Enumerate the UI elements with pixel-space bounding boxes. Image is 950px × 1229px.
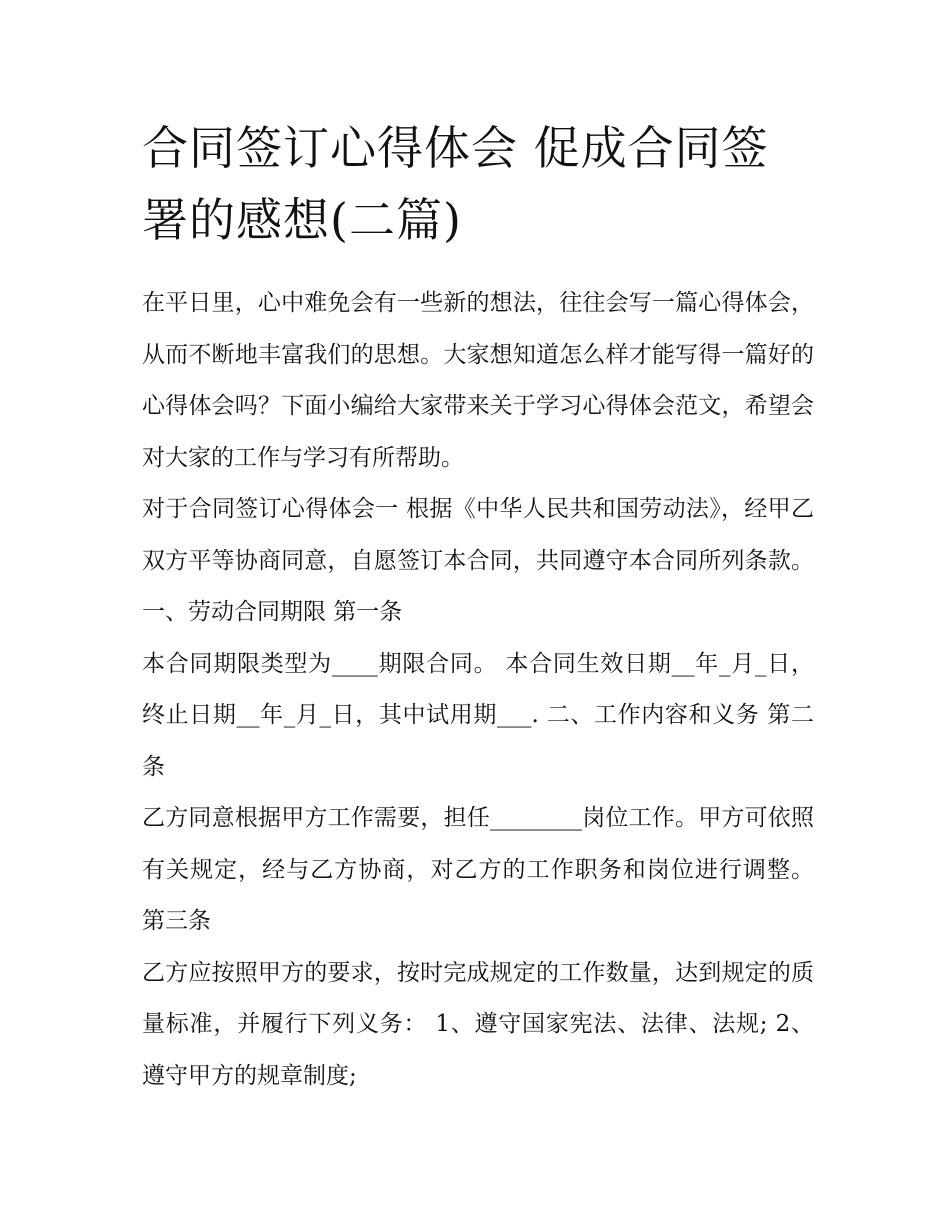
document-body xyxy=(142,112,814,1102)
intro-paragraph: 在平日里，心中难免会有一些新的想法，往往会写一篇心得体会，从而不断地丰富我们的思想。大家想知道怎么样才能写得一篇好的心得体会吗？下面小编给大家带来关于学习心得体会范文，希望会对大家的工作与学习有所帮助。 xyxy=(142,290,814,471)
job-content-paragraph: 乙方同意根据甲方工作需要，担任________岗位工作。甲方可依照有关规定，经与乙方协商，对乙方的工作职务和岗位进行调整。 第三条 xyxy=(142,805,814,934)
contract-term-paragraph: 本合同期限类型为____期限合同。 本合同生效日期__年_月_日，终止日期__年_月_日，其中试用期___. 二、工作内容和义务 第二条 xyxy=(142,650,814,780)
document-title: 合同签订心得体会 促成合同签署的感想(二篇) xyxy=(142,121,769,247)
contract-preamble-paragraph: 对于合同签订心得体会一 根据《中华人民共和国劳动法》，经甲乙双方平等协商同意，自愿签订本合同，共同遵守本合同所列条款。 一、劳动合同期限 第一条 xyxy=(142,496,814,625)
obligations-paragraph: 乙方应按照甲方的要求，按时完成规定的工作数量，达到规定的质量标准，并履行下列义务： 1、遵守国家宪法、法律、法规; 2、遵守甲方的规章制度; xyxy=(142,959,814,1089)
